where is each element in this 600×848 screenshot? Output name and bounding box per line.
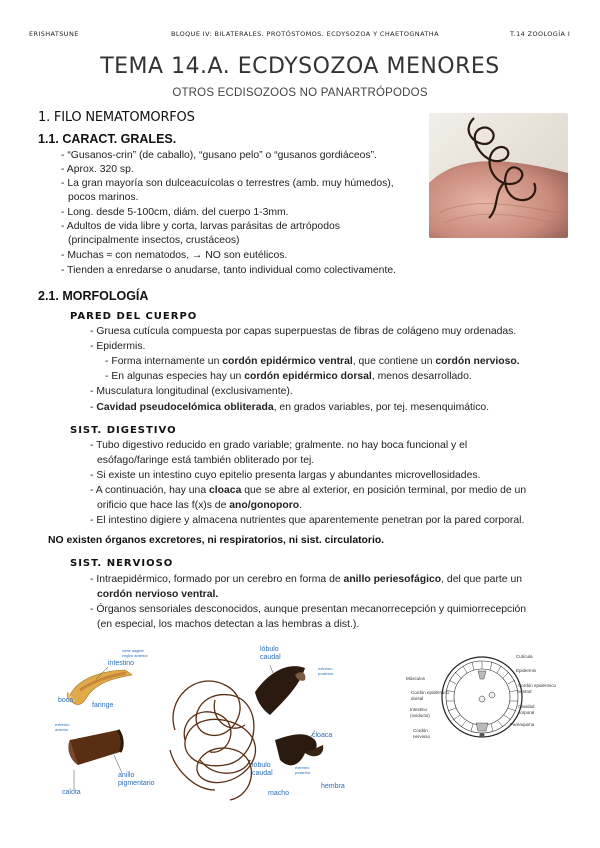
list-item: - Long. desde 5-100cm, diám. del cuerpo 1-3mm.	[61, 207, 289, 218]
worm-photo	[429, 113, 568, 238]
label-cordon-nervioso: Cordón nervioso	[413, 728, 431, 739]
label-cuticula: Cutícula	[516, 654, 533, 659]
label-extremo-posterior-top: extremo posterior	[318, 666, 334, 676]
label-calota: calota	[62, 789, 81, 796]
list-item: - Forma internamente un cordón epidérmico ventral, que contiene un cordón nervioso.	[105, 356, 520, 367]
label-cloaca: cloaca	[312, 732, 333, 739]
list-item: - Gruesa cutícula compuesta por capas superpuestas de fibras de colágeno muy ordenadas.	[90, 326, 517, 337]
heading-pared: PARED DEL CUERPO	[70, 311, 198, 322]
list-item: pocos marinos.	[68, 192, 139, 203]
label-corte: corte sagital región anterior	[122, 648, 148, 658]
label-lobulo-top: lóbulo caudal	[260, 646, 281, 661]
list-item: - Intraepidérmico, formado por un cerebro en forma de anillo periesofágico, del que parte un	[90, 574, 523, 585]
label-faringe: faringe	[92, 702, 114, 709]
list-item: - Cavidad pseudocelómica obliterada, en grados variables, por tej. mesenquimático.	[90, 402, 490, 413]
list-item: - Adultos de vida libre y corta, larvas parásitas de artrópodos	[61, 221, 340, 232]
header-author: ERISHATSUNE	[29, 30, 79, 38]
label-boca: boca	[58, 697, 74, 704]
header-block: BLOQUE IV: BILATERALES. PROTÓSTOMOS. ECDYSOZOA Y CHAETOGNATHA	[171, 30, 439, 38]
label-musculos: Músculos	[406, 676, 426, 681]
heading-nervioso: SIST. NERVIOSO	[70, 558, 174, 569]
header-code: T.14 ZOOLOGÍA I	[510, 30, 571, 38]
label-extremo-anterior: extremo anterior	[55, 722, 70, 732]
label-cordon-dorsal: Cordón epidérmico dorsal	[411, 690, 450, 701]
label-extremo-posterior-bottom: extremo posterior	[295, 765, 311, 775]
list-item: - Epidermis.	[90, 341, 146, 352]
page-subtitle: OTROS ECDISOZOOS NO PANARTRÓPODOS	[172, 87, 428, 99]
list-item: - Órganos sensoriales desconocidos, aunque presentan mecanorrecepción y quimiorrecepción	[90, 604, 527, 615]
list-item: - Tubo digestivo reducido en grado variable; gralmente. no hay boca funcional y el	[90, 440, 468, 451]
heading-digestivo: SIST. DIGESTIVO	[70, 425, 177, 436]
list-item: esófago/faringe está también obliterado por tej.	[97, 455, 315, 466]
list-item: orificio que hace las f(x)s de ano/gonoporo.	[97, 500, 302, 511]
section-heading-filo: 1. FILO NEMATOMORFOS	[38, 110, 195, 125]
list-item: cordón nervioso ventral.	[97, 589, 219, 600]
label-hembra: hembra	[321, 783, 345, 790]
subsection-heading-morfologia: 2.1. MORFOLOGÍA	[38, 289, 149, 303]
label-anillo: anillo pigmentario	[118, 772, 155, 787]
note-no-organs: NO existen órganos excretores, ni respiratorios, ni sist. circulatorio.	[48, 535, 385, 546]
label-lobulo-bottom: lóbulo caudal	[252, 762, 273, 777]
list-item: - Aprox. 320 sp.	[61, 164, 134, 175]
list-item: - Muchas ≈ con nematodos, → NO son eutélicos.	[61, 250, 288, 261]
list-item: - En algunas especies hay un cordón epidérmico dorsal, menos desarrollado.	[105, 371, 472, 382]
label-intestino-oviducto: Intestino (oviducto)	[410, 707, 430, 718]
label-macho: macho	[268, 790, 290, 797]
page-title: TEMA 14.A. ECDYSOZOA MENORES	[100, 54, 500, 79]
label-cavidad: Cavidad corporal	[518, 704, 535, 715]
list-item: - La gran mayoría son dulceacuícolas o terrestres (amb. muy húmedos),	[61, 178, 394, 189]
subsection-heading-caract: 1.1. CARACT. GRALES.	[38, 132, 177, 146]
list-item: - “Gusanos-crin” (de caballo), “gusano pelo” o “gusanos gordiáceos”.	[61, 150, 377, 161]
label-intestino: intestino	[108, 660, 135, 667]
list-item: (en especial, los machos detectan a las hembras a dist.).	[97, 619, 360, 630]
list-item: - Tienden a enredarse o anudarse, tanto individual como colectivamente.	[61, 265, 397, 276]
label-cordon-ventral: Cordón epidérmico ventral	[518, 683, 557, 694]
list-item: (principalmente insectos, crustáceos)	[68, 235, 240, 246]
label-epidermis: Epidermis	[516, 668, 537, 673]
anatomy-figure-posterior	[155, 640, 385, 825]
list-item: - Si existe un intestino cuyo epitelio presenta largas y abundantes microvellosidades.	[90, 470, 481, 481]
list-item: - A continuación, hay una cloaca que se abre al exterior, en posición terminal, por medio de un	[90, 485, 527, 496]
list-item: - Musculatura longitudinal (exclusivamente).	[90, 386, 293, 397]
list-item: - El intestino digiere y almacena nutrientes que aparentemente penetran por la pared corporal.	[90, 515, 525, 526]
label-parenquima: Parénquima	[510, 722, 535, 727]
